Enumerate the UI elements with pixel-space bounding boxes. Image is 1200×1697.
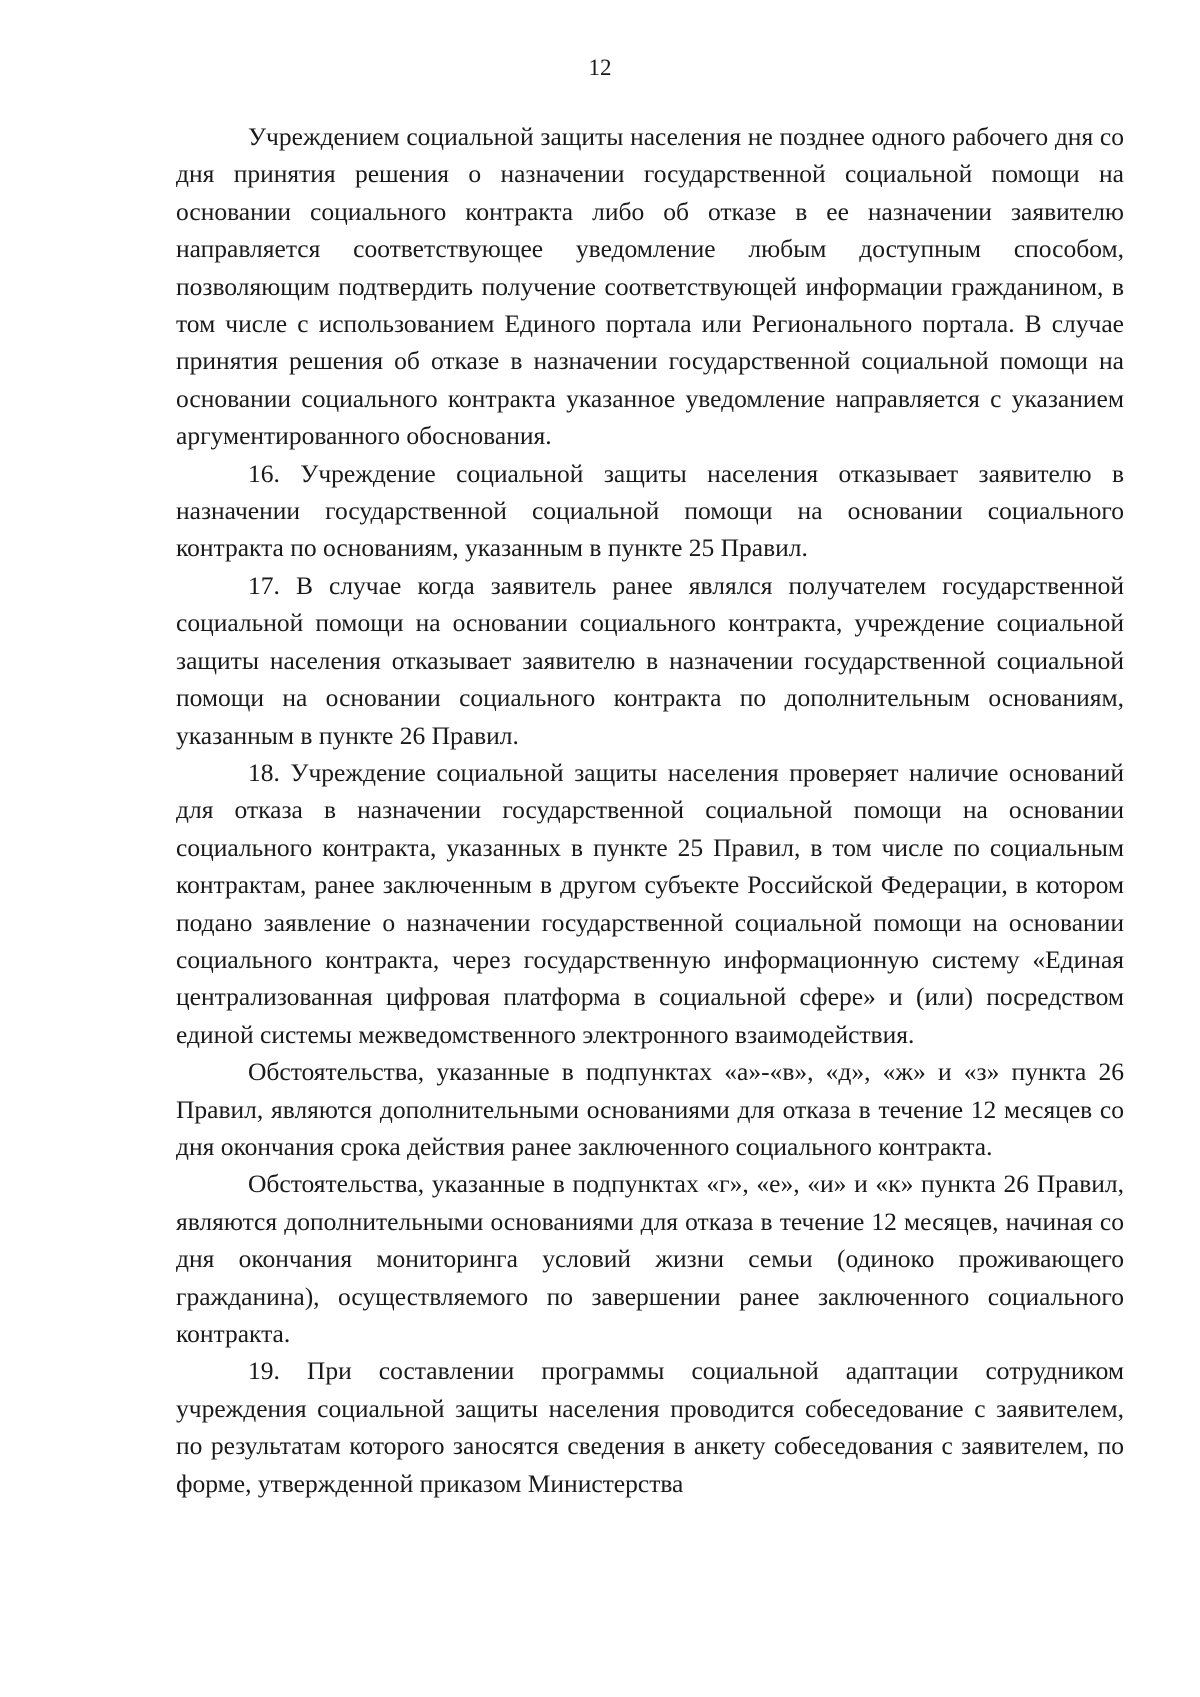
paragraph-item-17: 17. В случае когда заявитель ранее являлся получателем государственной социальной помощи на основании социального контракта, учреждение социальной защиты населения отказывает заявителю в назначении государственной социальной помощи на основании социального контракта по дополнительным основаниям, указанным в пункте 26 Правил. <box>176 570 1124 750</box>
page-number: 12 <box>588 55 612 80</box>
document-body <box>176 118 1124 1502</box>
paragraph-circumstances-a-z: Обстоятельства, указанные в подпунктах «а»-«в», «д», «ж» и «з» пункта 26 Правил, являются дополнительными основаниями для отказа в течение 12 месяцев со дня окончания срока действия ранее заключенного социального контракта. <box>176 1057 1124 1161</box>
paragraph-circumstances-g-k: Обстоятельства, указанные в подпунктах «г», «е», «и» и «к» пункта 26 Правил, являются дополнительными основаниями для отказа в течение 12 месяцев, начиная со дня окончания мониторинга условий жизни семьи (одиноко проживающего гражданина), осуществляемого по завершении ранее заключенного социального контракта. <box>176 1169 1124 1348</box>
paragraph-item-18: 18. Учреждение социальной защиты населения проверяет наличие оснований для отказа в назначении государственной социальной помощи на основании социального контракта, указанных в пункте 25 Правил, в том числе по социальным контрактам, ранее заключенным в другом субъекте Российской Федерации, в котором подано заявление о назначении государственной социальной помощи на основании социального контракта, через государственную информационную систему «Единая централизованная цифровая платформа в социальной сфере» и (или) посредством единой системы межведомственного электронного взаимодействия. <box>176 757 1124 1049</box>
paragraph-notification: Учреждением социальной защиты населения не позднее одного рабочего дня со дня принятия решения о назначении государственной социальной помощи на основании социального контракта либо об отказе в ее назначении заявителю направляется соответствующее уведомление любым доступным способом, позволяющим подтвердить получение соответствующей информации гражданином, в том числе с использованием Единого портала или Регионального портала. В случае принятия решения об отказе в назначении государственной социальной помощи на основании социального контракта указанное уведомление направляется с указанием аргументированного обоснования. <box>176 122 1124 451</box>
paragraph-item-19: 19. При составлении программы социальной адаптации сотрудником учреждения социальной защиты населения проводится собеседование с заявителем, по результатам которого заносятся сведения в анкету собеседования с заявителем, по форме, утвержденной приказом Министерства <box>176 1356 1124 1498</box>
paragraph-item-16: 16. Учреждение социальной защиты населения отказывает заявителю в назначении государственной социальной помощи на основании социального контракта по основаниям, указанным в пункте 25 Правил. <box>176 458 1124 563</box>
